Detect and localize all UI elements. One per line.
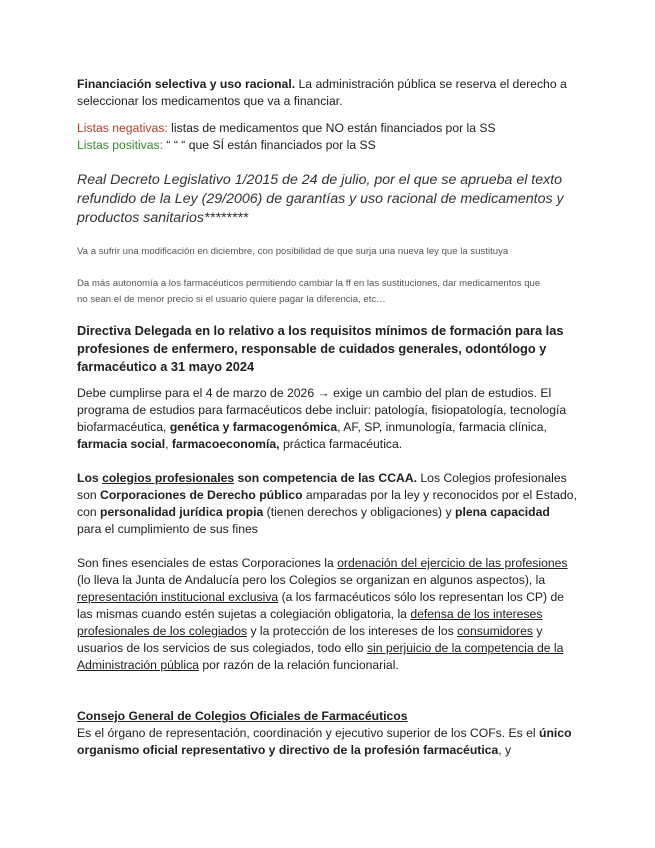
directiva-bold-farmacoeconomia: farmacoeconomía, bbox=[171, 437, 280, 451]
directiva-text-2: , AF, SP, inmunología, farmacia clínica, bbox=[337, 420, 547, 434]
consejo-text-1: Es el órgano de representación, coordinación y ejecutivo superior de los COFs. Es el bbox=[77, 726, 540, 740]
directiva-heading: Directiva Delegada en lo relativo a los requisitos mínimos de formación para las profesiones de enfermero, responsable de cuidados generales, odontólogo y farmacéutico a 31 mayo 2024 bbox=[77, 323, 564, 374]
fines-text-1: Son fines esenciales de estas Corporaciones la bbox=[77, 556, 338, 570]
colegios-text-3: (tienen derechos y obligaciones) y bbox=[263, 505, 455, 519]
colegios-personalidad: personalidad jurídica propia bbox=[100, 505, 264, 519]
directiva-bold-genetica: genética y farmacogenómica bbox=[169, 420, 338, 434]
listas-positivas-label: Listas positivas: bbox=[77, 138, 164, 152]
note-modificacion: Va a sufrir una modificación en diciembre, con posibilidad de que surja una nueva ley que la sustituya bbox=[77, 246, 509, 257]
consejo-bold-organismo: único organismo oficial representativo y directivo de la profesión farmacéutica bbox=[77, 726, 572, 757]
colegios-text-1: Los Colegios profesionales son bbox=[77, 471, 567, 502]
colegios-plena-capacidad: plena capacidad bbox=[455, 505, 550, 519]
paragraph-listas-negativas bbox=[77, 120, 577, 137]
colegios-text-2: amparadas por la ley y reconocidos por el Estado, con bbox=[77, 488, 577, 519]
paragraph-consejo bbox=[77, 708, 577, 759]
fines-text-5: y usuarios de los servicios de sus colegiados, todo ello bbox=[77, 624, 543, 655]
fines-text-3: (a los farmacéuticos sólo los representan los CP) de las mismas cuando estén sujetas a colegiación obligatoria, la bbox=[77, 590, 565, 621]
colegios-profesionales-term: colegios profesionales bbox=[102, 471, 235, 485]
paragraph-listas-positivas bbox=[77, 137, 577, 154]
fines-defensa: defensa de los intereses profesionales de los colegiados bbox=[77, 607, 543, 638]
paragraph-financiacion bbox=[77, 76, 577, 110]
paragraph-directiva bbox=[77, 385, 577, 453]
colegios-competencia: son competencia de las CCAA. bbox=[234, 471, 418, 485]
real-decreto-title: Real Decreto Legislativo 1/2015 de 24 de julio, por el que se aprueba el texto refundido de la Ley (29/2006) de garantías y uso racional de medicamentos y productos sanitarios******** bbox=[77, 172, 564, 226]
financiacion-heading: Financiación selectiva y uso racional. bbox=[77, 77, 296, 91]
consejo-text-2: , y bbox=[498, 743, 512, 757]
note-autonomia: Da más autonomía a los farmacéuticos permitiendo cambiar la ff en las sustituciones, dar medicamentos que no sean el de menor precio si el usuario quiere pagar la diferencia, etc… bbox=[77, 278, 541, 305]
fines-sin-perjuicio: sin perjuicio de la competencia de la Administración pública bbox=[77, 641, 564, 672]
fines-text-6: por razón de la relación funcionarial. bbox=[198, 658, 399, 672]
directiva-bold-farmacia-social: farmacia social bbox=[77, 437, 166, 451]
fines-ordenacion: ordenación del ejercicio de las profesiones bbox=[337, 556, 568, 570]
fines-text-2: (lo lleva la Junta de Andalucía pero los Colegios se organizan en algunos aspectos), la bbox=[77, 573, 546, 587]
paragraph-colegios bbox=[77, 470, 577, 538]
listas-negativas-text: listas de medicamentos que NO están financiados por la SS bbox=[167, 121, 496, 135]
fines-text-4: y la protección de los intereses de los bbox=[247, 624, 458, 638]
colegios-text-4: para el cumplimiento de sus fines bbox=[77, 522, 258, 536]
directiva-text-4: práctica farmacéutica. bbox=[279, 437, 403, 451]
fines-consumidores: consumidores bbox=[457, 624, 533, 638]
directiva-text-1: Debe cumplirse para el 4 de marzo de 2026 → exige un cambio del plan de estudios. El programa de estudios para farmacéuticos debe incluir: patología, fisiopatología, tecnología biofarmacéutica, bbox=[77, 386, 567, 434]
financiacion-text: La administración pública se reserva el derecho a seleccionar los medicamentos que va a financiar. bbox=[77, 77, 567, 108]
paragraph-fines bbox=[77, 555, 577, 674]
colegios-corporaciones: Corporaciones de Derecho público bbox=[100, 488, 303, 502]
listas-positivas-text: “ “ “ que SÍ están financiados por la SS bbox=[163, 138, 376, 152]
colegios-lead: Los bbox=[77, 471, 103, 485]
consejo-heading: Consejo General de Colegios Oficiales de Farmacéuticos bbox=[77, 709, 408, 723]
fines-representacion: representación institucional exclusiva bbox=[77, 590, 279, 604]
listas-negativas-label: Listas negativas: bbox=[77, 121, 168, 135]
directiva-text-3: , bbox=[165, 437, 172, 451]
